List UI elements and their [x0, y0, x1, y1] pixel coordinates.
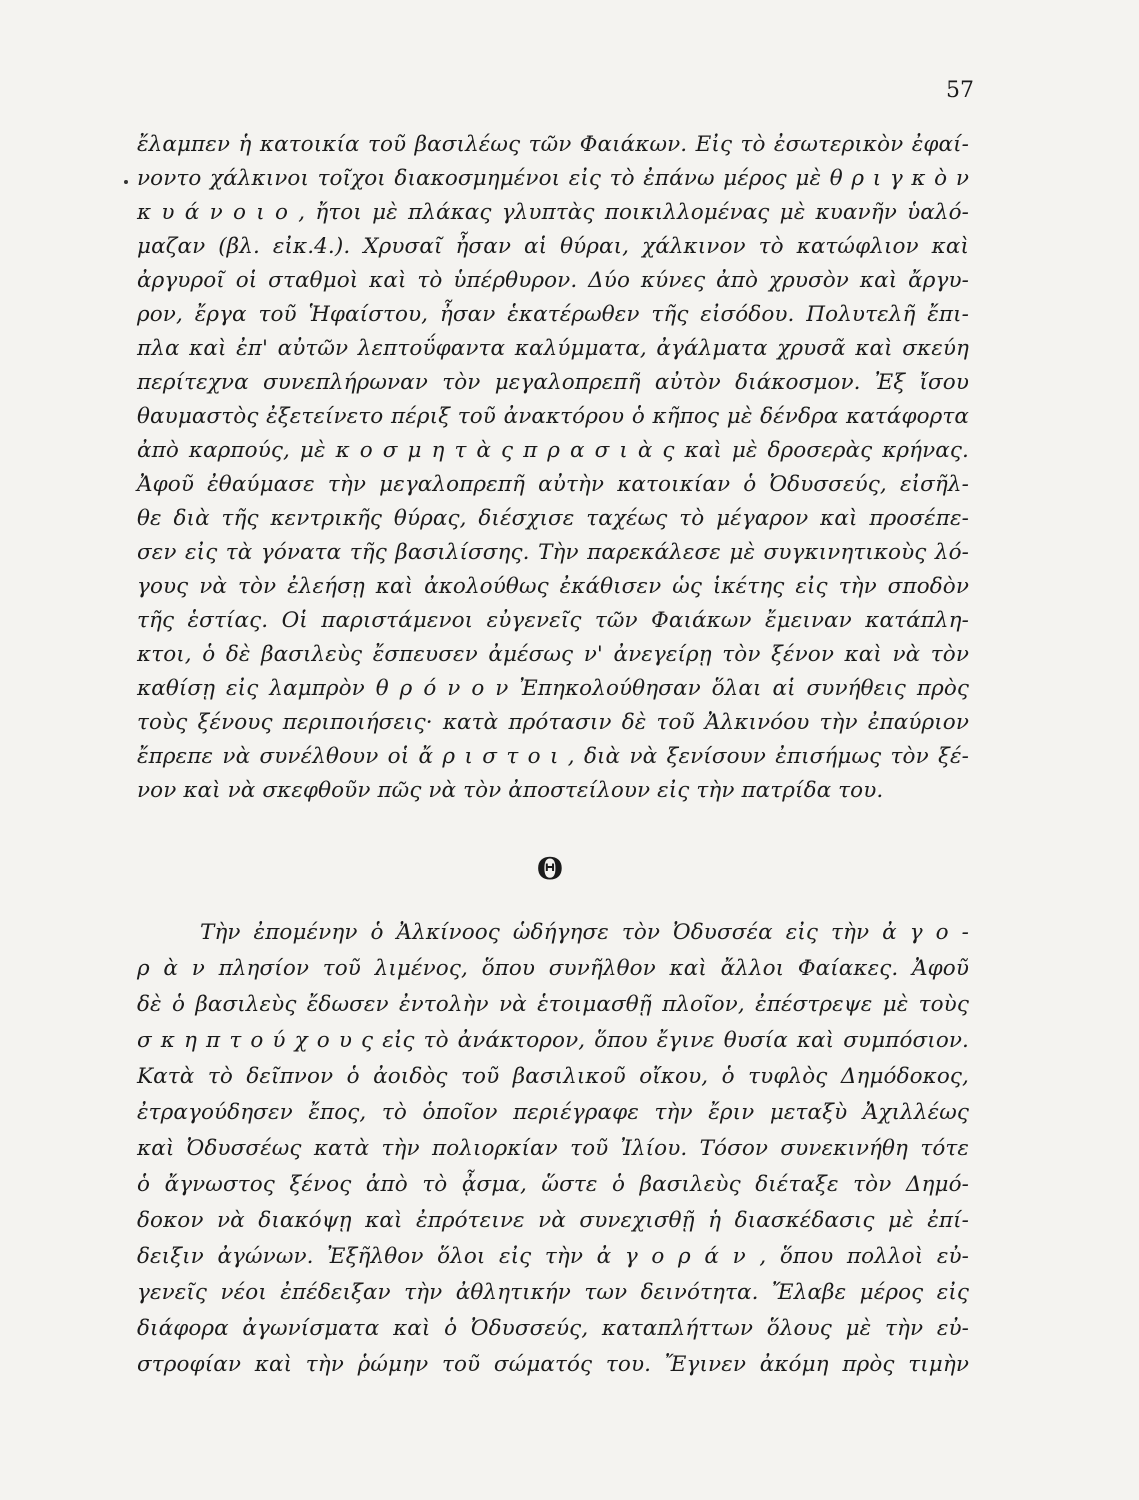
text-line: ρ ὰ ν πλησίον τοῦ λιμένος, ὅπου συνῆλθον καὶ ἄλλοι Φαίακες. Ἀφοῦ [137, 956, 969, 981]
text-line: ἀργυροῖ οἱ σταθμοὶ καὶ τὸ ὑπέρθυρον. Δύο κύνες ἀπὸ χρυσὸν καὶ ἄργυ- [137, 268, 969, 293]
text-line: περίτεχνα συνεπλήρωναν τὸν μεγαλοπρεπῆ αὐτὸν διάκοσμον. Ἐξ ἴσου [137, 370, 969, 395]
text-line: τῆς ἑστίας. Οἱ παριστάμενοι εὐγενεῖς τῶν Φαιάκων ἔμειναν κατάπλη- [137, 608, 969, 633]
text-line: νοντο χάλκινοι τοῖχοι διακοσμημένοι εἰς τὸ ἐπάνω μέρος μὲ θ ρ ι γ κ ὸ ν [137, 166, 969, 191]
text-line: δοκον νὰ διακόψῃ καὶ ἐπρότεινε νὰ συνεχισθῇ ἡ διασκέδασις μὲ ἐπί- [137, 1208, 969, 1233]
section-marker: Θ [536, 852, 564, 887]
text-line: ἀπὸ καρπούς, μὲ κ ο σ μ η τ ὰ ς π ρ α σ ι ὰ ς καὶ μὲ δροσερὰς κρήνας. [137, 438, 969, 463]
text-line: καθίσῃ εἰς λαμπρὸν θ ρ ό ν ο ν Ἐπηκολούθησαν ὅλαι αἱ συνήθεις πρὸς [137, 676, 969, 701]
text-line: Τὴν ἐπομένην ὁ Ἀλκίνοος ὡδήγησε τὸν Ὀδυσσέα εἰς τὴν ἀ γ ο - [200, 920, 969, 945]
text-line: δὲ ὁ βασιλεὺς ἔδωσεν ἐντολὴν νὰ ἑτοιμασθῇ πλοῖον, ἐπέστρεψε μὲ τοὺς [137, 992, 969, 1017]
text-line: νον καὶ νὰ σκεφθοῦν πῶς νὰ τὸν ἀποστείλουν εἰς τὴν πατρίδα του. [137, 778, 884, 803]
text-line: ἔλαμπεν ἡ κατοικία τοῦ βασιλέως τῶν Φαιάκων. Εἰς τὸ ἐσωτερικὸν ἐφαί- [137, 132, 969, 157]
text-line: θαυμαστὸς ἐξετείνετο πέριξ τοῦ ἀνακτόρου ὁ κῆπος μὲ δένδρα κατάφορτα [137, 404, 969, 429]
text-line: μαζαν (βλ. εἰκ.4.). Χρυσαῖ ἦσαν αἱ θύραι, χάλκινον τὸ κατώφλιον καὶ [137, 234, 969, 259]
ink-dot [124, 180, 128, 184]
text-line: διάφορα ἀγωνίσματα καὶ ὁ Ὀδυσσεύς, καταπλήττων ὅλους μὲ τὴν εὐ- [137, 1316, 969, 1341]
text-line: ἐτραγούδησεν ἔπος, τὸ ὁποῖον περιέγραφε τὴν ἔριν μεταξὺ Ἀχιλλέως [137, 1100, 969, 1125]
text-line: κ υ ά ν ο ι ο , ἤτοι μὲ πλάκας γλυπτὰς ποικιλλομένας μὲ κυανῆν ὑαλό- [137, 200, 969, 225]
text-line: κτοι, ὁ δὲ βασιλεὺς ἔσπευσεν ἀμέσως ν' ἀνεγείρῃ τὸν ξένον καὶ νὰ τὸν [137, 642, 969, 667]
text-line: τοὺς ξένους περιποιήσεις· κατὰ πρότασιν δὲ τοῦ Ἀλκινόου τὴν ἐπαύριον [137, 710, 969, 735]
text-line: σεν εἰς τὰ γόνατα τῆς βασιλίσσης. Τὴν παρεκάλεσε μὲ συγκινητικοὺς λό- [137, 540, 969, 565]
text-line: ἔπρεπε νὰ συνέλθουν οἱ ἄ ρ ι σ τ ο ι , διὰ νὰ ξενίσουν ἐπισήμως τὸν ξέ- [137, 744, 969, 769]
text-line: ρον, ἔργα τοῦ Ἡφαίστου, ἦσαν ἑκατέρωθεν τῆς εἰσόδου. Πολυτελῆ ἔπι- [137, 302, 969, 327]
text-line: γενεῖς νέοι ἐπέδειξαν τὴν ἀθλητικήν των δεινότητα. Ἔλαβε μέρος εἰς [137, 1280, 969, 1305]
text-line: πλα καὶ ἐπ' αὐτῶν λεπτοΰφαντα καλύμματα, ἀγάλματα χρυσᾶ καὶ σκεύη [137, 336, 969, 361]
text-line: σ κ η π τ ο ύ χ ο υ ς εἰς τὸ ἀνάκτορον, ὅπου ἔγινε θυσία καὶ συμπόσιον. [137, 1028, 969, 1053]
text-line: Κατὰ τὸ δεῖπνον ὁ ἀοιδὸς τοῦ βασιλικοῦ οἴκου, ὁ τυφλὸς Δημόδοκος, [137, 1064, 969, 1089]
page-number: 57 [946, 78, 974, 103]
text-line: καὶ Ὀδυσσέως κατὰ τὴν πολιορκίαν τοῦ Ἰλίου. Τόσον συνεκινήθη τότε [137, 1136, 969, 1161]
text-line: γους νὰ τὸν ἐλεήσῃ καὶ ἀκολούθως ἐκάθισεν ὡς ἱκέτης εἰς τὴν σποδὸν [137, 574, 969, 599]
text-line: στροφίαν καὶ τὴν ῥώμην τοῦ σώματός του. Ἔγινεν ἀκόμη πρὸς τιμὴν [137, 1352, 969, 1377]
text-line: δειξιν ἀγώνων. Ἐξῆλθον ὅλοι εἰς τὴν ἀ γ ο ρ ά ν , ὅπου πολλοὶ εὐ- [137, 1244, 969, 1269]
text-line: θε διὰ τῆς κεντρικῆς θύρας, διέσχισε ταχέως τὸ μέγαρον καὶ προσέπε- [137, 506, 969, 531]
text-line: Ἀφοῦ ἐθαύμασε τὴν μεγαλοπρεπῆ αὐτὴν κατοικίαν ὁ Ὀδυσσεύς, εἰσῆλ- [137, 472, 969, 497]
text-line: ὁ ἄγνωστος ξένος ἀπὸ τὸ ᾆσμα, ὥστε ὁ βασιλεὺς διέταξε τὸν Δημό- [137, 1172, 969, 1197]
